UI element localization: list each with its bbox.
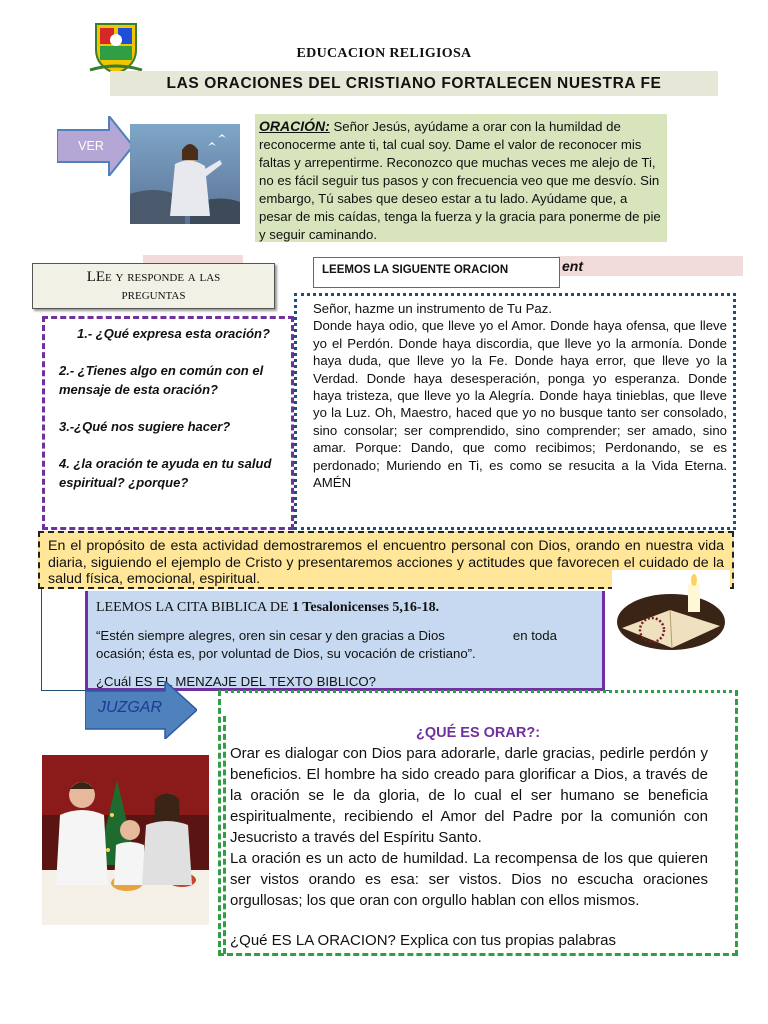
bible-citation-box	[85, 591, 605, 691]
lee-box-line2: preguntas	[121, 287, 186, 303]
leemos-oracion-label: LEEMOS LA SIGUENTE ORACION	[313, 257, 560, 288]
ver-label: VER	[78, 139, 104, 153]
divider-left	[41, 589, 42, 690]
prayer-box	[294, 293, 736, 530]
oracion-heading: ORACIÓN:	[259, 118, 330, 134]
oracion-text: Señor Jesús, ayúdame a orar con la humildad de reconocerme ante ti, tal cual soy. Dame el valor de reconocer mis faltas y arrepentirme. Reconozco que muchas veces me alejo de Ti, no es fácil seguir tus pasos y con frecuencia veo que me desvío. Sin embargo, Tú sabes que deseo estar a tu lado. Ayúdame que, a pesar de mis caídas, tenga la fuerza y la gracia para ponerme de pie y seguir caminando.	[259, 119, 661, 242]
que-es-paragraph-1: Orar es dialogar con Dios para adorarle, darle gracias, pedirle perdón y beneficios. El hombre ha sido creado para glorificar a Dios, a través de la oración se le da gloria, de lo cual el ser humano se beneficia espiritualmente, recibiendo el Amor del Padre por la comunión con Jesucristo a través del Espíritu Santo.	[230, 745, 708, 846]
prayer-body: Donde haya odio, que lleve yo el Amor. Donde haya ofensa, que lleve yo el Perdón. Donde haya discordia, que lleve yo la armonía. Donde haya duda, que lleve yo la Fe. Donde haya error, que lleve yo la Verdad. Donde haya desesperación, ponga yo esperanza. Donde haya tristeza, que lleve yo la Alegría. Donde haya tinieblas, que lleve yo la Luz. Oh, Maestro, haced que yo no busque tanto ser consolado, sino consolar; ser comprendido, sino comprender; ser amado, sino amar. Porque: Dando, que como recibimos; Perdonando, se es perdonado; Muriendo en Ti, es como se resucita a la Vida Eterna. AMÉN	[313, 318, 727, 491]
bible-quote	[96, 627, 594, 663]
bible-quote-part1: “Estén siempre alegres, oren sin cesar y den gracias a Dios	[96, 628, 445, 643]
question-3: 3.-¿Qué nos sugiere hacer?	[59, 419, 231, 434]
rosary-bible-image	[612, 570, 730, 658]
que-es-orar-title: ¿QUÉ ES ORAR?:	[415, 725, 541, 741]
juzgar-label: JUZGAR	[98, 699, 162, 716]
question-2: 2.- ¿Tienes algo en común con el mensaje de esta oración?	[59, 363, 264, 397]
bible-reference: 1 Tesalonicenses 5,16-18.	[292, 600, 440, 615]
que-es-question: ¿Qué ES LA ORACION? Explica con tus propias palabras	[230, 932, 617, 949]
page-title: LAS ORACIONES DEL CRISTIANO FORTALECEN NUESTRA FE	[110, 71, 718, 96]
document-title: EDUCACION RELIGIOSA	[296, 46, 472, 61]
family-praying-image	[42, 755, 209, 925]
ent-fragment: ent	[562, 258, 583, 274]
jesus-praying-image	[130, 124, 240, 224]
questions-box	[42, 316, 294, 530]
question-4: 4. ¿la oración te ayuda en tu salud espiritual? ¿porque?	[59, 456, 272, 490]
bible-quote-part2: en toda ocasión; ésta es, por voluntad de Dios, su vocación de cristiano”.	[96, 628, 557, 661]
question-1: 1.- ¿Qué expresa esta oración?	[77, 326, 270, 341]
que-es-orar-body	[230, 743, 708, 911]
lee-box-line1: LEe y responde a las	[86, 269, 221, 285]
prayer-first-line: Señor, hazme un instrumento de Tu Paz.	[313, 301, 552, 316]
bible-title	[96, 599, 594, 617]
purpose-box: En el propósito de esta actividad demostraremos el encuentro personal con Dios, orando en nuestra vida diaria, siguiendo el ejemplo de Cristo y presentaremos acciones y actitudes que favorecen el cuidado de la salud física, emocional, espiritual.	[38, 531, 734, 589]
que-es-paragraph-2: La oración es un acto de humildad. La recompensa de los que quieren ser vistos orando es esa: ser vistos. Dios no escucha oraciones orgullosas; los que oran con orgullo hablan con ellos mismos.	[230, 850, 708, 909]
pink-band-right	[558, 256, 743, 276]
lee-responde-box	[32, 263, 275, 309]
oracion-box	[255, 114, 667, 242]
bible-title-prefix: LEEMOS LA CITA BIBLICA DE	[96, 600, 293, 615]
bible-question: ¿Cuál ES EL MENZAJE DEL TEXTO BIBLICO?	[96, 674, 376, 689]
